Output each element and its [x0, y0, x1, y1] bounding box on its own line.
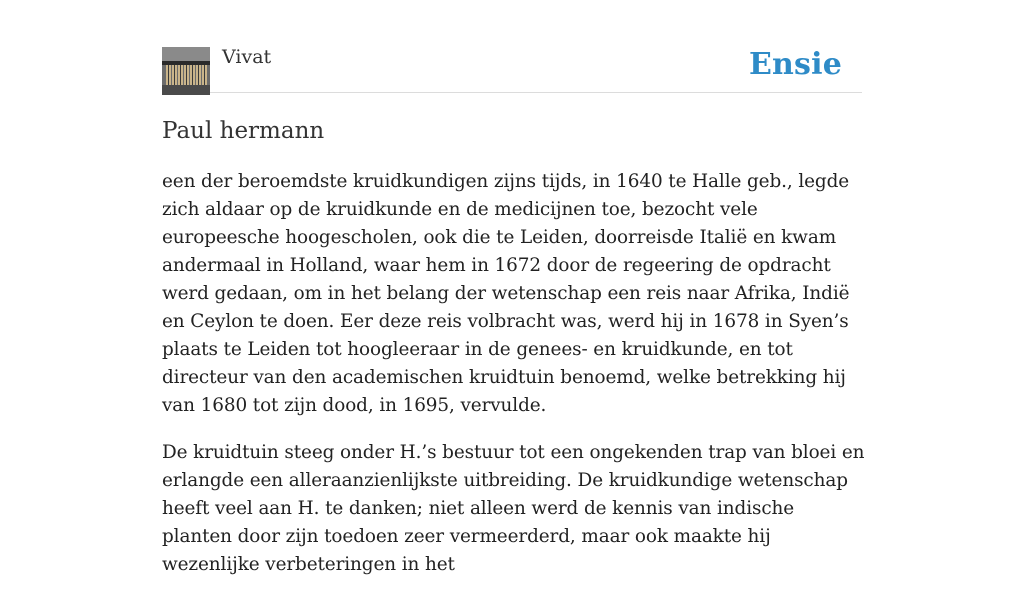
article-header — [162, 0, 862, 93]
article-page — [162, 0, 865, 575]
article-paragraph-2: De kruidtuin steeg onder H.’s bestuur tot een ongekenden trap van bloei en erlangde een alleraanzienlijkste uitbreiding. De kruidkundige wetenschap heeft veel aan H. te danken; niet alleen werd de kennis van indische planten door zijn toedoen zeer vermeerderd, maar ook maakte hij wezenlijke verbeteringen in het — [162, 442, 865, 575]
article-body — [162, 168, 867, 598]
article-title: Paul hermann — [162, 118, 325, 144]
article-paragraph-1: een der beroemdste kruidkundigen zijns tijds, in 1640 te Halle geb., legde zich aldaar op de kruidkunde en de medicijnen toe, bezocht vele europeesche hoogescholen, ook die te Leiden, doorreisde Italië en kwam andermaal in Holland, waar hem in 1672 door de regeering de opdracht werd gedaan, om in het belang der wetenschap een reis naar Afrika, Indië en Ceylon te doen. Eer deze reis volbracht was, werd hij in 1678 in Syen’s plaats te Leiden tot hoogleeraar in de genees- en kruidkunde, en tot directeur van den academischen kruidtuin benoemd, welke betrekking hij van 1680 tot zijn dood, in 1695, vervulde. — [162, 171, 850, 416]
author-name-link[interactable]: Vivat — [222, 46, 272, 68]
bookshelf-avatar-image — [162, 47, 210, 95]
ensie-logo-link[interactable]: Ensie — [748, 47, 842, 82]
author-avatar[interactable] — [162, 47, 210, 95]
